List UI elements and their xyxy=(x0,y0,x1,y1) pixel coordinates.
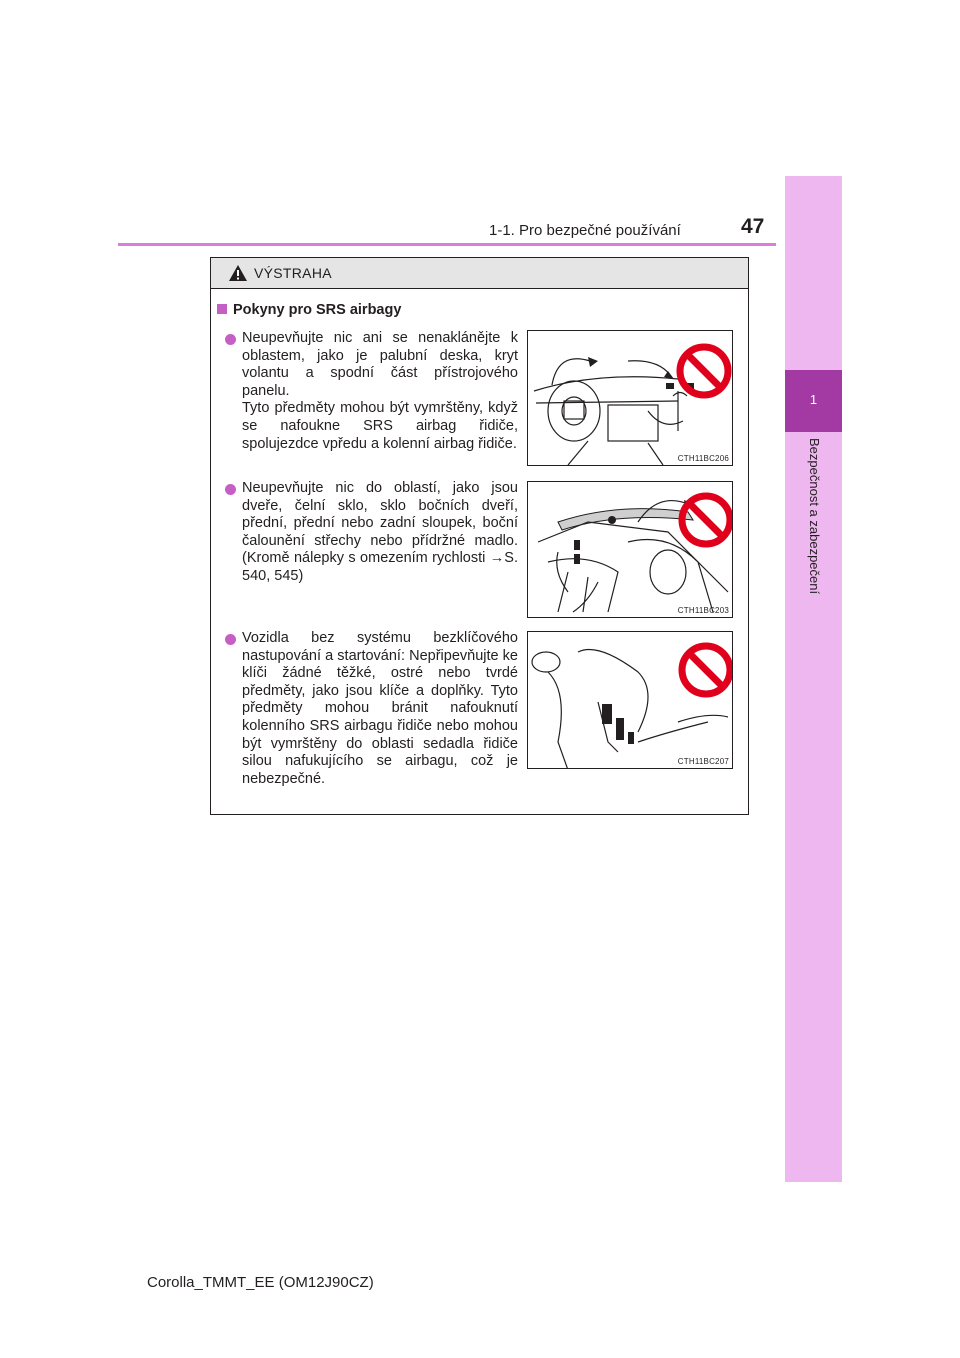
key-illustration xyxy=(528,632,733,769)
manual-code: Corolla_TMMT_EE (OM12J90CZ) xyxy=(147,1274,374,1291)
warning-header xyxy=(211,258,748,289)
dashboard-illustration xyxy=(528,331,733,466)
warning-triangle-icon xyxy=(228,264,248,282)
bullet-icon xyxy=(225,334,236,345)
header-rule xyxy=(118,243,776,246)
square-bullet-icon xyxy=(217,304,227,314)
figure-code: CTH11BC207 xyxy=(677,757,729,766)
figure-code: CTH11BC206 xyxy=(677,454,729,463)
bullet-icon xyxy=(225,634,236,645)
item-text: Neupevňujte nic ani se nenaklánějte k oblastem, jako je palubní deska, kryt volantu a spodní část přístrojového panelu. Tyto předměty mohou být vymrštěny, když se nafoukne SRS airbag řidiče, spolujezdce vpředu a kolenní airbag řidiče. xyxy=(242,330,518,452)
bullet-icon xyxy=(225,484,236,495)
section-title: Pokyny pro SRS airbagy xyxy=(233,302,402,318)
chapter-side-tab xyxy=(785,176,842,1182)
figure-key xyxy=(527,631,733,769)
figure-dashboard xyxy=(527,330,733,466)
figure-cabin xyxy=(527,481,733,618)
section-heading xyxy=(217,302,401,318)
figure-code: CTH11BC203 xyxy=(677,606,729,615)
running-header: 1-1. Pro bezpečné používání xyxy=(489,222,681,239)
item-text: Vozidla bez systému bezklíčového nastupování a startování: Nepřipevňujte ke klíči žádné těžké, ostré nebo tvrdé předměty, jako jsou klíče a doplňky. Tyto předměty mohou bránit nafouknutí kolenního SRS airbagu řidiče nebo mohou být vymrštěny do oblasti sedadla řidiče silou nafukujícího se airbagu, což je nebezpečné. xyxy=(242,630,518,787)
chapter-title: Bezpečnost a zabezpečení xyxy=(807,438,822,595)
page-number: 47 xyxy=(741,215,765,238)
item-text: Neupevňujte nic do oblastí, jako jsou dveře, čelní sklo, sklo bočních dveří, přední, přední nebo zadní sloupek, boční čalounění střechy nebo přídržné madlo. (Kromě nálepky s omezením rychlosti →S. 540, 545) xyxy=(242,480,518,584)
warning-title: VÝSTRAHA xyxy=(254,265,332,281)
chapter-number: 1 xyxy=(809,392,818,407)
warning-box xyxy=(210,257,749,815)
cabin-illustration xyxy=(528,482,733,618)
